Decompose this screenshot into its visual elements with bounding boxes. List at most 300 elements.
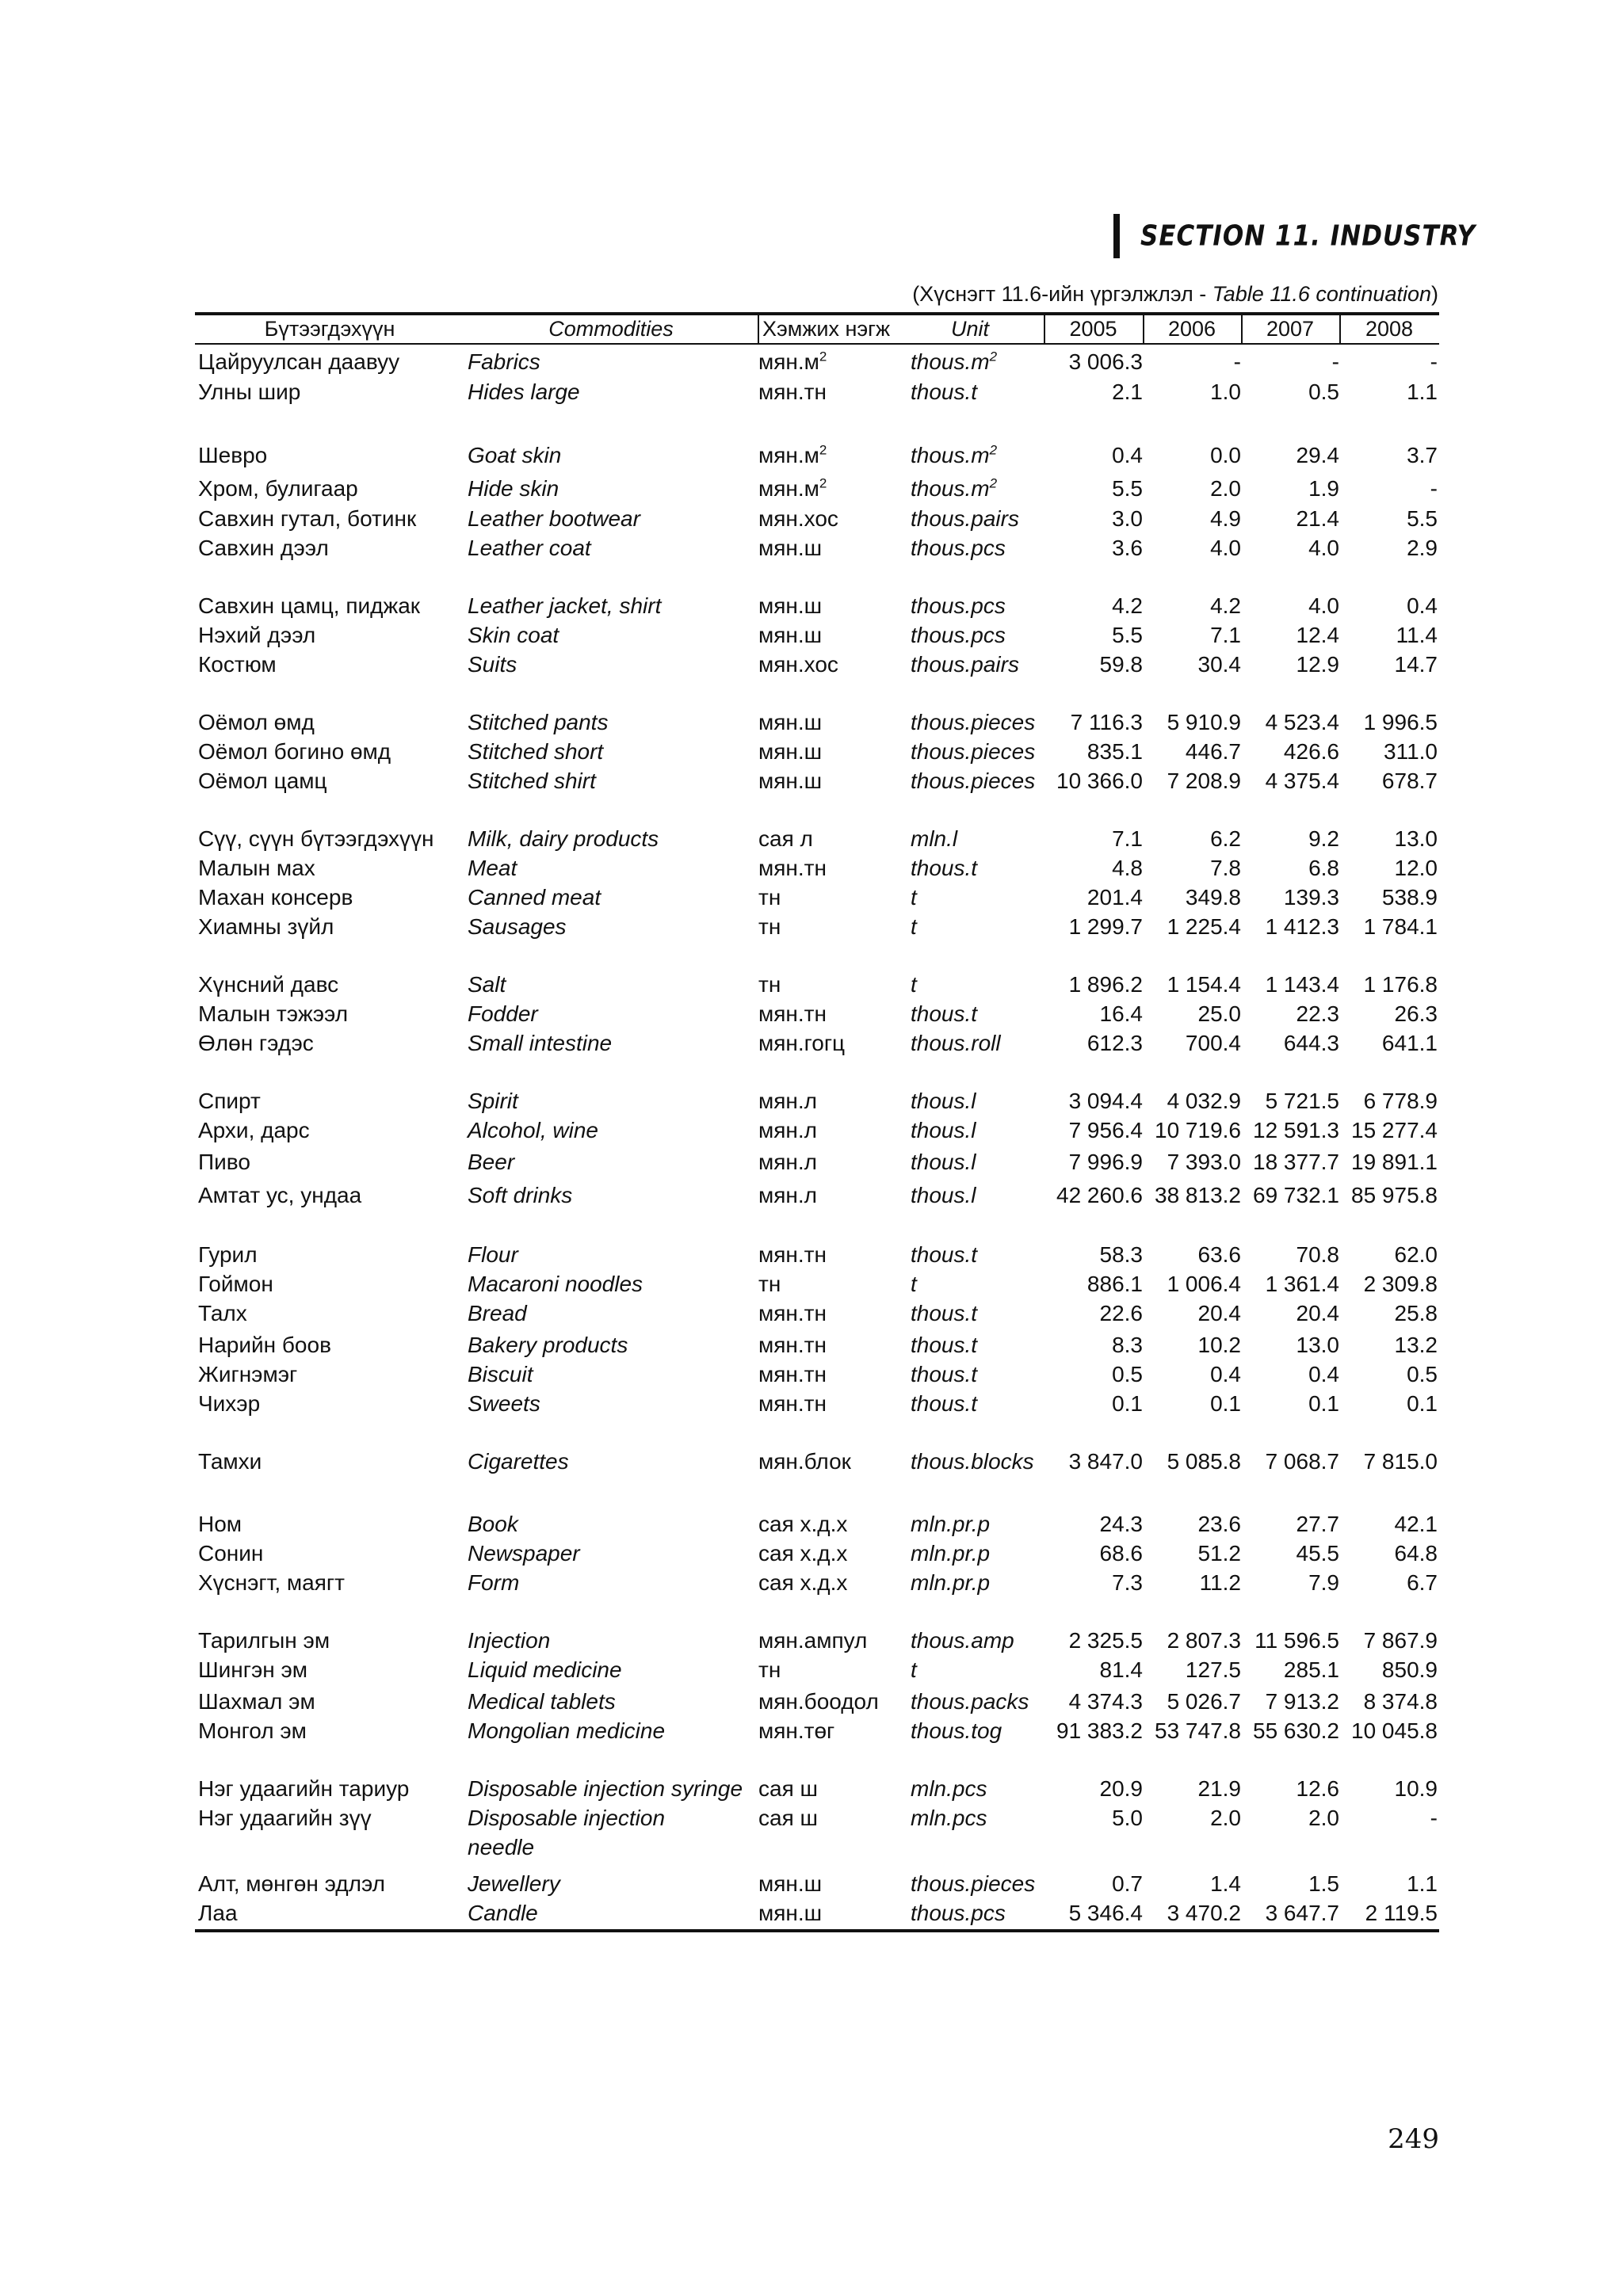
cell-value-2005 bbox=[1046, 1147, 1143, 1177]
cell-unit-en bbox=[911, 1028, 1045, 1058]
cell-value-2008 bbox=[1341, 766, 1438, 795]
cell-value-2007-text: 1 412.3 bbox=[1265, 914, 1339, 939]
cell-value-2007-text: 1 143.4 bbox=[1265, 972, 1339, 997]
cell-unit-mn-text: мян.л bbox=[758, 1118, 817, 1142]
cell-unit-mn bbox=[758, 441, 909, 470]
cell-unit-en-text: thous.tog bbox=[911, 1718, 1002, 1743]
cell-value-2008-text: 1.1 bbox=[1407, 379, 1438, 404]
cell-value-2006 bbox=[1144, 737, 1241, 766]
cell-commodity-en bbox=[468, 1147, 761, 1177]
cell-value-2008 bbox=[1341, 1360, 1438, 1389]
cell-commodity-en bbox=[468, 1833, 761, 1862]
cell-commodity-mn bbox=[198, 1240, 460, 1269]
cell-value-2008 bbox=[1341, 1447, 1438, 1476]
cell-commodity-mn-text: Костюм bbox=[198, 652, 277, 677]
cell-value-2008 bbox=[1341, 441, 1438, 470]
cell-value-2005 bbox=[1046, 1716, 1143, 1745]
cell-value-2007 bbox=[1243, 1687, 1339, 1716]
table-row bbox=[0, 766, 1623, 795]
cell-unit-mn bbox=[758, 347, 909, 376]
cell-commodity-en bbox=[468, 620, 761, 650]
table-row bbox=[0, 1086, 1623, 1116]
cell-commodity-mn bbox=[198, 620, 460, 650]
cell-commodity-mn bbox=[198, 1687, 460, 1716]
cell-value-2007 bbox=[1243, 504, 1339, 533]
cell-commodity-mn-text: Чихэр bbox=[198, 1391, 261, 1416]
cell-unit-en bbox=[911, 650, 1045, 679]
cell-commodity-en bbox=[468, 1360, 761, 1389]
cell-unit-mn-text: мян.хос bbox=[758, 652, 838, 677]
cell-commodity-en bbox=[468, 1716, 761, 1745]
table-row bbox=[0, 1330, 1623, 1360]
cell-unit-en-text: t bbox=[911, 1272, 917, 1296]
cell-commodity-en bbox=[468, 1447, 761, 1476]
cell-unit-mn bbox=[758, 1568, 909, 1597]
unit-superscript: 2 bbox=[989, 475, 998, 491]
cell-commodity-en-text: Alcohol, wine bbox=[468, 1118, 598, 1142]
cell-unit-mn bbox=[758, 883, 909, 912]
cell-unit-en bbox=[911, 1360, 1045, 1389]
cell-value-2005-text: 42 260.6 bbox=[1056, 1183, 1143, 1207]
cell-unit-mn-text: мян.тн bbox=[758, 1333, 827, 1357]
cell-value-2005-text: 10 366.0 bbox=[1056, 769, 1143, 793]
cell-value-2008 bbox=[1341, 1898, 1438, 1928]
cell-unit-mn-text: тн bbox=[758, 1272, 781, 1296]
cell-value-2005 bbox=[1046, 504, 1143, 533]
cell-commodity-mn-text: Талх bbox=[198, 1301, 247, 1325]
cell-commodity-mn-text: Лаа bbox=[198, 1901, 238, 1925]
cell-commodity-en-text: Soft drinks bbox=[468, 1183, 573, 1207]
cell-commodity-mn-text: Малын тэжээл bbox=[198, 1001, 349, 1026]
cell-value-2006-text: 2.0 bbox=[1210, 476, 1241, 501]
cell-value-2008 bbox=[1341, 504, 1438, 533]
cell-value-2005 bbox=[1046, 1269, 1143, 1299]
cell-value-2005-text: 5.0 bbox=[1112, 1806, 1143, 1830]
cell-commodity-en bbox=[468, 650, 761, 679]
table-row bbox=[0, 620, 1623, 650]
cell-value-2008-text: 10 045.8 bbox=[1351, 1718, 1438, 1743]
cell-commodity-mn-text: Сонин bbox=[198, 1541, 264, 1566]
cell-unit-mn-text: мян.тн bbox=[758, 856, 827, 880]
cell-value-2007-text: 3 647.7 bbox=[1265, 1901, 1339, 1925]
cell-commodity-mn-text: Савхин гутал, ботинк bbox=[198, 506, 417, 531]
cell-value-2006 bbox=[1144, 1509, 1241, 1539]
cell-value-2007-text: 1.9 bbox=[1308, 476, 1339, 501]
cell-value-2006 bbox=[1144, 1330, 1241, 1360]
cell-value-2006-text: 4.0 bbox=[1210, 536, 1241, 560]
cell-value-2007 bbox=[1243, 970, 1339, 999]
cell-unit-en bbox=[911, 347, 1045, 376]
cell-commodity-en bbox=[468, 377, 761, 406]
cell-value-2006 bbox=[1144, 1028, 1241, 1058]
cell-value-2007 bbox=[1243, 1898, 1339, 1928]
cell-unit-en-text: mln.pcs bbox=[911, 1806, 987, 1830]
cell-commodity-en-text: Sausages bbox=[468, 914, 567, 939]
cell-unit-mn-text: мян.ампул bbox=[758, 1628, 868, 1653]
cell-value-2006-text: 10.2 bbox=[1197, 1333, 1241, 1357]
cell-value-2006 bbox=[1144, 824, 1241, 853]
cell-value-2006-text: 349.8 bbox=[1185, 885, 1241, 910]
cell-value-2005-text: 886.1 bbox=[1086, 1272, 1143, 1296]
cell-value-2006 bbox=[1144, 441, 1241, 470]
unit-superscript: 2 bbox=[989, 442, 998, 458]
cell-value-2006-text: 25.0 bbox=[1197, 1001, 1241, 1026]
cell-value-2005-text: 612.3 bbox=[1086, 1031, 1143, 1055]
cell-unit-mn-text: мян.м bbox=[758, 476, 819, 501]
cell-value-2006 bbox=[1144, 620, 1241, 650]
cell-value-2007 bbox=[1243, 766, 1339, 795]
cell-value-2006 bbox=[1144, 1568, 1241, 1597]
cell-commodity-en-text: Beer bbox=[468, 1150, 515, 1174]
cell-value-2008-text: 2.9 bbox=[1407, 536, 1438, 560]
cell-value-2008 bbox=[1341, 1240, 1438, 1269]
cell-value-2008 bbox=[1341, 1330, 1438, 1360]
table-row bbox=[0, 1833, 1623, 1862]
table-row bbox=[0, 912, 1623, 941]
cell-value-2005 bbox=[1046, 591, 1143, 620]
cell-value-2006 bbox=[1144, 1447, 1241, 1476]
cell-value-2008-text: 0.1 bbox=[1407, 1391, 1438, 1416]
cell-commodity-mn bbox=[198, 1389, 460, 1418]
cell-commodity-en bbox=[468, 1509, 761, 1539]
cell-commodity-en bbox=[468, 591, 761, 620]
cell-value-2008 bbox=[1341, 824, 1438, 853]
cell-value-2008-text: 2 309.8 bbox=[1363, 1272, 1438, 1296]
cell-value-2005-text: 22.6 bbox=[1099, 1301, 1143, 1325]
cell-value-2007-text: 69 732.1 bbox=[1253, 1183, 1339, 1207]
cell-commodity-mn bbox=[198, 650, 460, 679]
table-row bbox=[0, 1626, 1623, 1655]
cell-value-2005-text: 5 346.4 bbox=[1068, 1901, 1143, 1925]
cell-unit-en-text: thous.pieces bbox=[911, 739, 1036, 764]
cell-value-2006-text: 21.9 bbox=[1197, 1776, 1241, 1801]
cell-value-2007-text: 7 913.2 bbox=[1265, 1689, 1339, 1714]
table-row bbox=[0, 1147, 1623, 1177]
cell-value-2008-text: 850.9 bbox=[1381, 1657, 1438, 1682]
cell-value-2005 bbox=[1046, 737, 1143, 766]
cell-commodity-en-text: Sweets bbox=[468, 1391, 540, 1416]
cell-commodity-mn bbox=[198, 999, 460, 1028]
cell-value-2008 bbox=[1341, 474, 1438, 503]
cell-value-2007 bbox=[1243, 737, 1339, 766]
cell-value-2007 bbox=[1243, 999, 1339, 1028]
cell-value-2007 bbox=[1243, 1716, 1339, 1745]
cell-unit-en-text: thous.pieces bbox=[911, 710, 1036, 734]
cell-value-2007 bbox=[1243, 1147, 1339, 1177]
cell-unit-mn-text: тн bbox=[758, 1657, 781, 1682]
cell-commodity-en-text: Small intestine bbox=[468, 1031, 613, 1055]
cell-unit-mn bbox=[758, 1716, 909, 1745]
cell-value-2008-text: 1 784.1 bbox=[1363, 914, 1438, 939]
cell-value-2007-text: 0.1 bbox=[1308, 1391, 1339, 1416]
cell-unit-en bbox=[911, 912, 1045, 941]
cell-unit-en-text: thous.l bbox=[911, 1183, 976, 1207]
cell-unit-mn bbox=[758, 1086, 909, 1116]
cell-unit-mn bbox=[758, 824, 909, 853]
cell-unit-mn-text: сая ш bbox=[758, 1806, 818, 1830]
table-row bbox=[0, 377, 1623, 406]
cell-commodity-en-text: Jewellery bbox=[468, 1871, 560, 1896]
cell-value-2007-text: 11 596.5 bbox=[1254, 1628, 1339, 1653]
cell-unit-mn bbox=[758, 1147, 909, 1177]
cell-commodity-en bbox=[468, 1028, 761, 1058]
cell-commodity-en bbox=[468, 474, 761, 503]
cell-value-2005 bbox=[1046, 1330, 1143, 1360]
cell-commodity-en-text: Goat skin bbox=[468, 443, 562, 467]
cell-unit-mn bbox=[758, 912, 909, 941]
cell-value-2008 bbox=[1341, 737, 1438, 766]
cell-unit-mn bbox=[758, 1299, 909, 1328]
cell-unit-mn bbox=[758, 1898, 909, 1928]
cell-value-2006 bbox=[1144, 1803, 1241, 1833]
cell-commodity-en-text: Spirit bbox=[468, 1089, 518, 1113]
cell-value-2006-text: 7 208.9 bbox=[1167, 769, 1241, 793]
cell-unit-mn bbox=[758, 1774, 909, 1803]
cell-value-2006-text: 20.4 bbox=[1197, 1301, 1241, 1325]
cell-commodity-mn-text: Улны шир bbox=[198, 379, 301, 404]
cell-value-2006-text: 0.4 bbox=[1210, 1362, 1241, 1386]
table-row bbox=[0, 1509, 1623, 1539]
cell-unit-en bbox=[911, 504, 1045, 533]
cell-value-2005 bbox=[1046, 1687, 1143, 1716]
cell-commodity-mn bbox=[198, 1869, 460, 1898]
cell-unit-mn bbox=[758, 650, 909, 679]
cell-value-2005 bbox=[1046, 347, 1143, 376]
cell-unit-mn-text: мян.тн bbox=[758, 1362, 827, 1386]
cell-value-2005 bbox=[1046, 1447, 1143, 1476]
cell-value-2005-text: 68.6 bbox=[1099, 1541, 1143, 1566]
cell-value-2006 bbox=[1144, 766, 1241, 795]
cell-commodity-mn-text: Жигнэмэг bbox=[198, 1362, 298, 1386]
cell-unit-mn bbox=[758, 737, 909, 766]
cell-value-2006 bbox=[1144, 707, 1241, 737]
cell-value-2005-text: 2.1 bbox=[1112, 379, 1143, 404]
cell-unit-mn bbox=[758, 1655, 909, 1684]
cell-unit-en bbox=[911, 883, 1045, 912]
cell-value-2008 bbox=[1341, 1269, 1438, 1299]
cell-value-2008-text: 3.7 bbox=[1407, 443, 1438, 467]
cell-commodity-mn bbox=[198, 1028, 460, 1058]
cell-value-2008-text: 25.8 bbox=[1394, 1301, 1438, 1325]
cell-commodity-mn bbox=[198, 1147, 460, 1177]
cell-value-2008 bbox=[1341, 970, 1438, 999]
cell-value-2006-text: 30.4 bbox=[1197, 652, 1241, 677]
cell-commodity-mn bbox=[198, 707, 460, 737]
cell-commodity-mn-text: Сүү, сүүн бүтээгдэхүүн bbox=[198, 826, 434, 851]
cell-commodity-mn-text: Махан консерв bbox=[198, 885, 353, 910]
table-row bbox=[0, 1028, 1623, 1058]
cell-value-2008 bbox=[1341, 912, 1438, 941]
cell-value-2008-text: 1.1 bbox=[1407, 1871, 1438, 1896]
cell-commodity-mn-text: Тамхи bbox=[198, 1449, 262, 1474]
cell-unit-mn-text: сая л bbox=[758, 826, 813, 851]
cell-value-2008 bbox=[1341, 1687, 1438, 1716]
cell-value-2007 bbox=[1243, 650, 1339, 679]
cell-value-2005 bbox=[1046, 1869, 1143, 1898]
cell-unit-mn bbox=[758, 1180, 909, 1210]
cell-value-2007-text: 6.8 bbox=[1308, 856, 1339, 880]
cell-unit-mn bbox=[758, 1269, 909, 1299]
cell-value-2005-text: 3 094.4 bbox=[1068, 1089, 1143, 1113]
cell-commodity-en-text: Biscuit bbox=[468, 1362, 533, 1386]
cell-value-2006-text: 23.6 bbox=[1197, 1512, 1241, 1536]
cell-commodity-mn-text: Алт, мөнгөн эдлэл bbox=[198, 1871, 385, 1896]
cell-value-2008-text: 311.0 bbox=[1384, 739, 1438, 764]
cell-commodity-en-text: Bread bbox=[468, 1301, 527, 1325]
table-row bbox=[0, 474, 1623, 503]
cell-commodity-en bbox=[468, 1626, 761, 1655]
cell-commodity-en bbox=[468, 504, 761, 533]
table-bottom-rule bbox=[195, 1929, 1439, 1932]
cell-commodity-mn bbox=[198, 1447, 460, 1476]
cell-value-2005-text: 1 299.7 bbox=[1068, 914, 1143, 939]
cell-value-2006 bbox=[1144, 883, 1241, 912]
cell-unit-en bbox=[911, 1626, 1045, 1655]
cell-value-2007-text: 139.3 bbox=[1283, 885, 1339, 910]
cell-value-2007-text: 4.0 bbox=[1308, 593, 1339, 618]
cell-value-2008-text: 2 119.5 bbox=[1365, 1901, 1438, 1925]
cell-value-2008-text: 64.8 bbox=[1394, 1541, 1438, 1566]
cell-value-2007-text: 18 377.7 bbox=[1253, 1150, 1339, 1174]
cell-unit-en bbox=[911, 1716, 1045, 1745]
cell-value-2006 bbox=[1144, 347, 1241, 376]
cell-unit-mn-text: мян.тн bbox=[758, 1301, 827, 1325]
cell-commodity-mn-text: Гурил bbox=[198, 1242, 258, 1267]
cell-commodity-en bbox=[468, 1116, 761, 1145]
cell-value-2007-text: 12.4 bbox=[1296, 623, 1339, 647]
cell-unit-en bbox=[911, 970, 1045, 999]
cell-value-2008 bbox=[1341, 1147, 1438, 1177]
cell-value-2008-text: 0.5 bbox=[1407, 1362, 1438, 1386]
cell-unit-en-text: thous.l bbox=[911, 1118, 976, 1142]
cell-value-2006 bbox=[1144, 1360, 1241, 1389]
cell-value-2006-text: 4.2 bbox=[1210, 593, 1241, 618]
cell-value-2005 bbox=[1046, 1509, 1143, 1539]
cell-value-2005-text: 3 847.0 bbox=[1068, 1449, 1143, 1474]
cell-value-2005-text: 3.0 bbox=[1112, 506, 1143, 531]
cell-commodity-mn-text: Оёмол цамц bbox=[198, 769, 327, 793]
cell-commodity-en-text: Stitched short bbox=[468, 739, 604, 764]
cell-value-2007-text: 1.5 bbox=[1308, 1871, 1339, 1896]
table-row bbox=[0, 1898, 1623, 1928]
section-header bbox=[1113, 212, 1476, 260]
cell-value-2006 bbox=[1144, 1147, 1241, 1177]
cell-value-2007-text: 55 630.2 bbox=[1253, 1718, 1339, 1743]
cell-unit-en-text: thous.m bbox=[911, 443, 990, 467]
cell-value-2005-text: 4 374.3 bbox=[1068, 1689, 1143, 1714]
cell-value-2005 bbox=[1046, 1774, 1143, 1803]
cell-unit-mn-text: мян.ш bbox=[758, 1871, 823, 1896]
cell-value-2006-text: 1.0 bbox=[1210, 379, 1241, 404]
cell-unit-en-text: thous.t bbox=[911, 1242, 978, 1267]
cell-unit-mn bbox=[758, 1447, 909, 1476]
cell-value-2007-text: 4 375.4 bbox=[1265, 769, 1339, 793]
cell-value-2006-text: 7 393.0 bbox=[1167, 1150, 1241, 1174]
cell-value-2005-text: 0.1 bbox=[1112, 1391, 1143, 1416]
cell-value-2006 bbox=[1144, 1655, 1241, 1684]
cell-commodity-en bbox=[468, 1869, 761, 1898]
cell-value-2007-text: 13.0 bbox=[1296, 1333, 1339, 1357]
cell-value-2007-text: - bbox=[1331, 349, 1339, 374]
cell-commodity-mn bbox=[198, 1299, 460, 1328]
cell-value-2005 bbox=[1046, 1299, 1143, 1328]
cell-value-2005-text: 1 896.2 bbox=[1068, 972, 1143, 997]
cell-unit-mn-text: мян.хос bbox=[758, 506, 838, 531]
cell-unit-en bbox=[911, 1509, 1045, 1539]
cell-commodity-mn bbox=[198, 441, 460, 470]
cell-commodity-mn bbox=[198, 824, 460, 853]
cell-commodity-en bbox=[468, 1389, 761, 1418]
cell-value-2007 bbox=[1243, 1086, 1339, 1116]
cell-commodity-mn bbox=[198, 883, 460, 912]
cell-unit-en bbox=[911, 377, 1045, 406]
cell-commodity-mn-text: Нэг удаагийн зүү bbox=[198, 1806, 372, 1830]
cell-value-2007 bbox=[1243, 1568, 1339, 1597]
cell-unit-en bbox=[911, 591, 1045, 620]
cell-value-2005 bbox=[1046, 853, 1143, 883]
cell-unit-mn bbox=[758, 377, 909, 406]
cell-value-2006-text: 4.9 bbox=[1210, 506, 1241, 531]
cell-value-2007 bbox=[1243, 377, 1339, 406]
cell-commodity-en-text: Hides large bbox=[468, 379, 580, 404]
cell-unit-en bbox=[911, 1180, 1045, 1210]
cell-value-2006-text: 5 026.7 bbox=[1167, 1689, 1241, 1714]
cell-value-2008-text: - bbox=[1430, 1806, 1438, 1830]
cell-unit-mn-text: сая х.д.х bbox=[758, 1541, 848, 1566]
cell-commodity-mn bbox=[198, 1180, 460, 1210]
cell-commodity-mn bbox=[198, 1269, 460, 1299]
cell-value-2005-text: 0.5 bbox=[1112, 1362, 1143, 1386]
cell-value-2005-text: 4.2 bbox=[1112, 593, 1143, 618]
cell-commodity-en-text: Leather coat bbox=[468, 536, 591, 560]
cell-commodity-mn-text: Хүнсний давс bbox=[198, 972, 339, 997]
cell-commodity-en bbox=[468, 533, 761, 563]
cell-unit-mn-text: мян.л bbox=[758, 1183, 817, 1207]
cell-value-2007-text: 426.6 bbox=[1283, 739, 1339, 764]
cell-unit-mn bbox=[758, 504, 909, 533]
cell-value-2008-text: 12.0 bbox=[1394, 856, 1438, 880]
cell-value-2006 bbox=[1144, 853, 1241, 883]
table-row bbox=[0, 504, 1623, 533]
cell-value-2007 bbox=[1243, 1803, 1339, 1833]
cell-value-2007-text: 27.7 bbox=[1296, 1512, 1339, 1536]
cell-unit-en-text: thous.t bbox=[911, 1391, 978, 1416]
cell-value-2007 bbox=[1243, 1509, 1339, 1539]
cell-value-2006 bbox=[1144, 1299, 1241, 1328]
cell-value-2008-text: 7 867.9 bbox=[1363, 1628, 1438, 1653]
cell-value-2008-text: 538.9 bbox=[1381, 885, 1438, 910]
cell-value-2008-text: 85 975.8 bbox=[1351, 1183, 1438, 1207]
cell-unit-en-text: thous.pcs bbox=[911, 623, 1006, 647]
cell-value-2008 bbox=[1341, 1389, 1438, 1418]
cell-commodity-en bbox=[468, 1539, 761, 1568]
cell-commodity-en-text: Disposable injection syringe bbox=[468, 1776, 743, 1801]
cell-commodity-en-text: Suits bbox=[468, 652, 517, 677]
cell-commodity-en-text: Fodder bbox=[468, 1001, 538, 1026]
cell-value-2007-text: 285.1 bbox=[1283, 1657, 1339, 1682]
cell-value-2008 bbox=[1341, 1116, 1438, 1145]
cell-value-2006-text: - bbox=[1233, 349, 1241, 374]
cell-commodity-en-text: Hide skin bbox=[468, 476, 559, 501]
cell-value-2006 bbox=[1144, 1240, 1241, 1269]
caption-close: ) bbox=[1431, 282, 1438, 306]
cell-value-2006 bbox=[1144, 1539, 1241, 1568]
cell-unit-en-text: thous.t bbox=[911, 379, 978, 404]
cell-value-2005 bbox=[1046, 1028, 1143, 1058]
cell-commodity-mn bbox=[198, 347, 460, 376]
cell-value-2006-text: 0.1 bbox=[1210, 1391, 1241, 1416]
cell-unit-mn bbox=[758, 533, 909, 563]
